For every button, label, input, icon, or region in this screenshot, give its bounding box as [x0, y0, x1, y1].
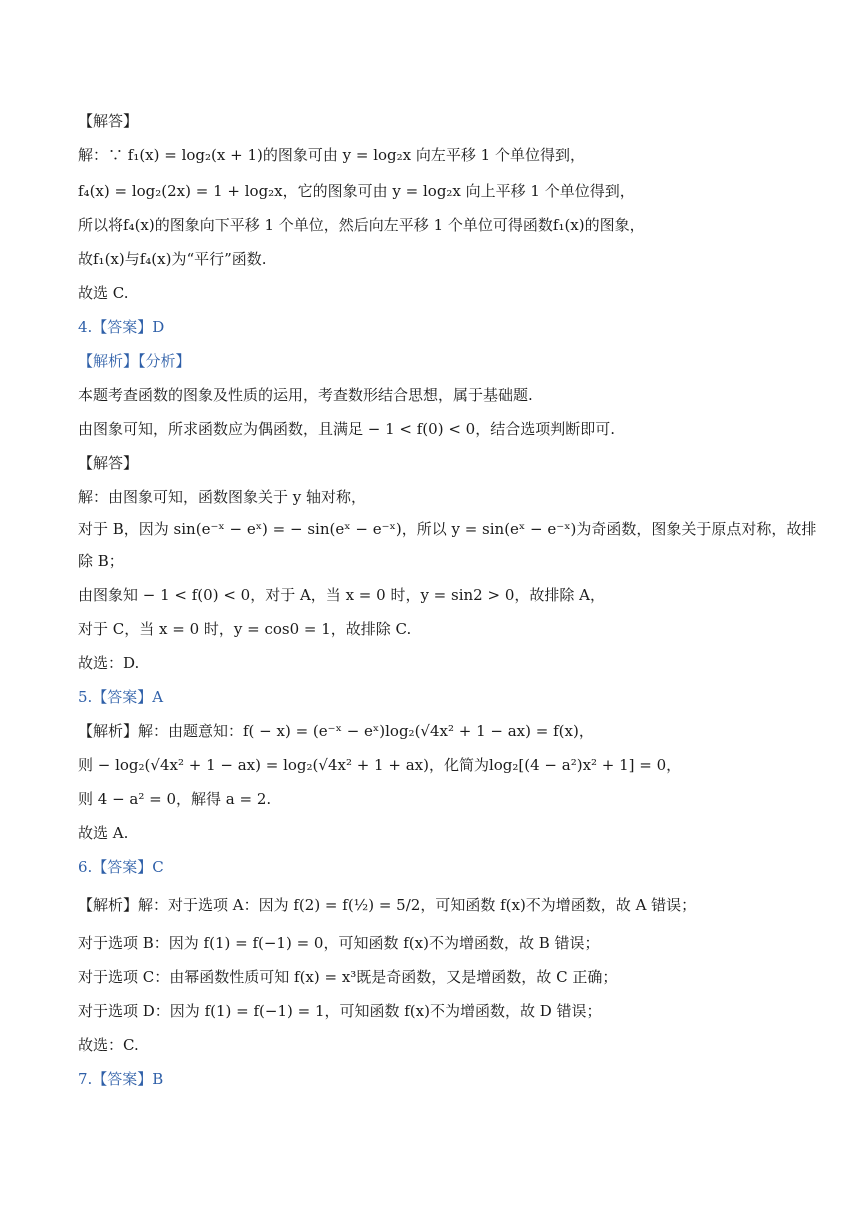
analysis-heading-4: 【解析】【分析】: [78, 352, 191, 370]
answer-heading-5: 5.【答案】A: [78, 688, 164, 706]
choice-line-6: 故选：C.: [78, 1036, 139, 1054]
analysis6-line-1: 【解析】解：对于选项 A：因为 f(2) = f(½) = 5/2，可知函数 f(x)不为增函数，故 A 错误；: [78, 896, 697, 914]
analysis6-line-4: 对于选项 D：因为 f(1) = f(−1) = 1，可知函数 f(x)不为增函数，故 D 错误；: [78, 1002, 602, 1020]
section-heading-solution-4: 【解答】: [78, 454, 139, 472]
answer-heading-7: 7.【答案】B: [78, 1070, 164, 1088]
analysis5-line-3: 则 4 − a² = 0，解得 a = 2.: [78, 790, 272, 808]
solution4-line-5: 对于 C，当 x = 0 时，y = cos0 = 1，故排除 C.: [78, 620, 412, 638]
analysis-line-1: 本题考查函数的图象及性质的运用，考查数形结合思想，属于基础题.: [78, 386, 533, 404]
solution-line-2: f₄(x) = log₂(2x) = 1 + log₂x，它的图象可由 y = log₂x 向上平移 1 个单位得到，: [78, 182, 635, 200]
analysis6-line-3: 对于选项 C：由幂函数性质可知 f(x) = x³既是奇函数，又是增函数，故 C 正确；: [78, 968, 618, 986]
solution-line-3: 所以将f₄(x)的图象向下平移 1 个单位，然后向左平移 1 个单位可得函数f₁(x)的图象，: [78, 216, 645, 234]
choice-line-4: 故选：D.: [78, 654, 140, 672]
answer-heading-4: 4.【答案】D: [78, 318, 165, 336]
solution4-line-3: 除 B；: [78, 552, 124, 570]
analysis5-line-1: 【解析】解：由题意知：f( − x) = (e⁻ˣ − eˣ)log₂(√4x² + 1 − ax) = f(x)，: [78, 722, 594, 740]
solution4-line-1: 解：由图象可知，函数图象关于 y 轴对称，: [78, 488, 367, 506]
solution4-line-4: 由图象知 − 1 < f(0) < 0，对于 A，当 x = 0 时，y = sin2 > 0，故排除 A，: [78, 586, 605, 604]
solution-line-4: 故f₁(x)与f₄(x)为“平行”函数.: [78, 250, 267, 268]
choice-line-5: 故选 A.: [78, 824, 129, 842]
choice-line: 故选 C.: [78, 284, 129, 302]
analysis6-line-2: 对于选项 B：因为 f(1) = f(−1) = 0，可知函数 f(x)不为增函数，故 B 错误；: [78, 934, 600, 952]
analysis-line-2: 由图象可知，所求函数应为偶函数，且满足 − 1 < f(0) < 0，结合选项判断即可.: [78, 420, 615, 438]
solution-line-1: 解：∵ f₁(x) = log₂(x + 1)的图象可由 y = log₂x 向左平移 1 个单位得到，: [78, 146, 585, 164]
section-heading-solution: 【解答】: [78, 112, 139, 130]
answer-heading-6: 6.【答案】C: [78, 858, 164, 876]
solution4-line-2: 对于 B，因为 sin(e⁻ˣ − eˣ) = − sin(eˣ − e⁻ˣ)，所以 y = sin(eˣ − e⁻ˣ)为奇函数，图象关于原点对称，故排: [78, 520, 817, 538]
analysis5-line-2: 则 − log₂(√4x² + 1 − ax) = log₂(√4x² + 1 + ax)，化简为log₂[(4 − a²)x² + 1] = 0，: [78, 756, 682, 774]
